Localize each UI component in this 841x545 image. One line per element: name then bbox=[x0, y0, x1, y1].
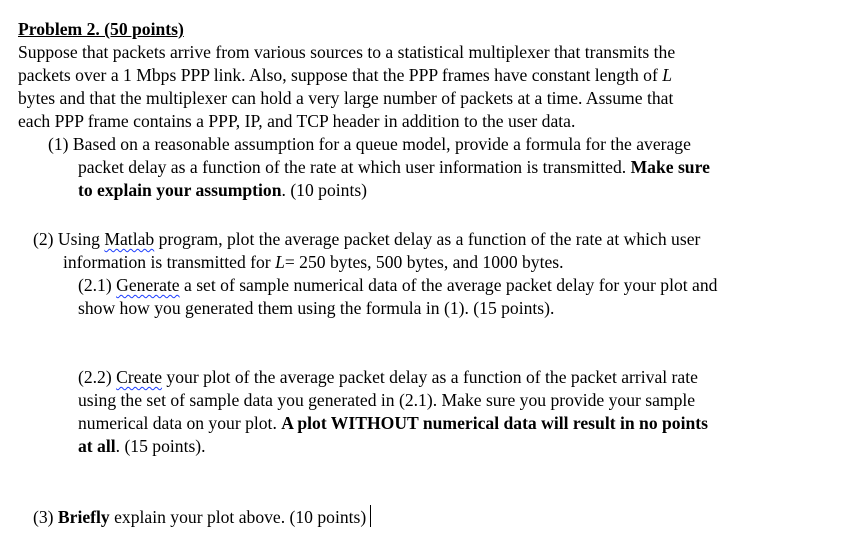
intro-line-4: each PPP frame contains a PPP, IP, and TCP header in addition to the user data. bbox=[18, 111, 576, 131]
q2-line-2 bbox=[33, 251, 700, 274]
question-2-2 bbox=[78, 366, 708, 458]
q22-points: . (15 points). bbox=[115, 436, 206, 456]
q1-line-3 bbox=[48, 179, 710, 202]
intro-line-2 bbox=[18, 64, 675, 87]
q2-line-1-pre: (2) Using bbox=[33, 229, 105, 249]
question-2-1 bbox=[78, 274, 717, 320]
q2-line-1 bbox=[33, 228, 700, 251]
q2-line-2-pre: information is transmitted for bbox=[63, 252, 276, 272]
q22-line-4 bbox=[78, 435, 708, 458]
q1-line-2 bbox=[48, 156, 710, 179]
q21-line-1-pre: (2.1) bbox=[78, 275, 117, 295]
q22-line-2: using the set of sample data you generated in (2.1). Make sure you provide your sample bbox=[78, 390, 696, 410]
q22-line-1-pre: (2.2) bbox=[78, 367, 117, 387]
q3-pre: (3) bbox=[33, 507, 58, 527]
q22-line-3 bbox=[78, 412, 708, 435]
q2-line-2-post: = 250 bytes, 500 bytes, and 1000 bytes. bbox=[284, 252, 564, 272]
q1-make-sure: Make sure bbox=[630, 157, 710, 177]
q3-briefly: Briefly bbox=[57, 507, 110, 527]
q22-create-word: Create bbox=[116, 367, 163, 387]
q1-explain-assumption: to explain your assumption bbox=[78, 180, 282, 200]
q22-line-1-post: your plot of the average packet delay as a function of the packet arrival rate bbox=[162, 367, 698, 387]
q22-line-3-text: numerical data on your plot. bbox=[78, 413, 282, 433]
question-3 bbox=[33, 505, 371, 528]
q1-points: . (10 points) bbox=[281, 180, 368, 200]
q2-line-1-post: program, plot the average packet delay as a function of the rate at which user bbox=[154, 229, 701, 249]
question-1 bbox=[48, 133, 710, 202]
q1-line-2-text: packet delay as a function of the rate at which user information is transmitted. bbox=[78, 157, 631, 177]
q22-warning: A plot WITHOUT numerical data will result in no points bbox=[281, 413, 708, 433]
intro-line-3: bytes and that the multiplexer can hold a very large number of packets at a time. Assume that bbox=[18, 88, 674, 108]
q21-line-1 bbox=[78, 274, 717, 297]
q22-line-1 bbox=[78, 366, 708, 389]
intro-var-l: L bbox=[662, 65, 673, 85]
q21-line-2: show how you generated them using the formula in (1). (15 points). bbox=[78, 298, 555, 318]
text-cursor[interactable] bbox=[370, 505, 371, 527]
intro-line-2-text: packets over a 1 Mbps PPP link. Also, suppose that the PPP frames have constant length of bbox=[18, 65, 663, 85]
problem-block bbox=[18, 18, 675, 133]
q22-at-all: at all bbox=[78, 436, 116, 456]
problem-title: Problem 2. (50 points) bbox=[18, 19, 184, 39]
question-2 bbox=[33, 228, 700, 274]
q2-matlab-word: Matlab bbox=[104, 229, 155, 249]
q21-line-1-post: a set of sample numerical data of the average packet delay for your plot and bbox=[179, 275, 718, 295]
q3-line bbox=[33, 505, 371, 528]
q3-post: explain your plot above. (10 points) bbox=[109, 507, 367, 527]
q2-var-l: L bbox=[275, 252, 285, 272]
q1-line-1: (1) Based on a reasonable assumption for a queue model, provide a formula for the average bbox=[48, 134, 691, 154]
intro-line-1: Suppose that packets arrive from various sources to a statistical multiplexer that transmits the bbox=[18, 42, 676, 62]
q21-generate-word: Generate bbox=[116, 275, 180, 295]
